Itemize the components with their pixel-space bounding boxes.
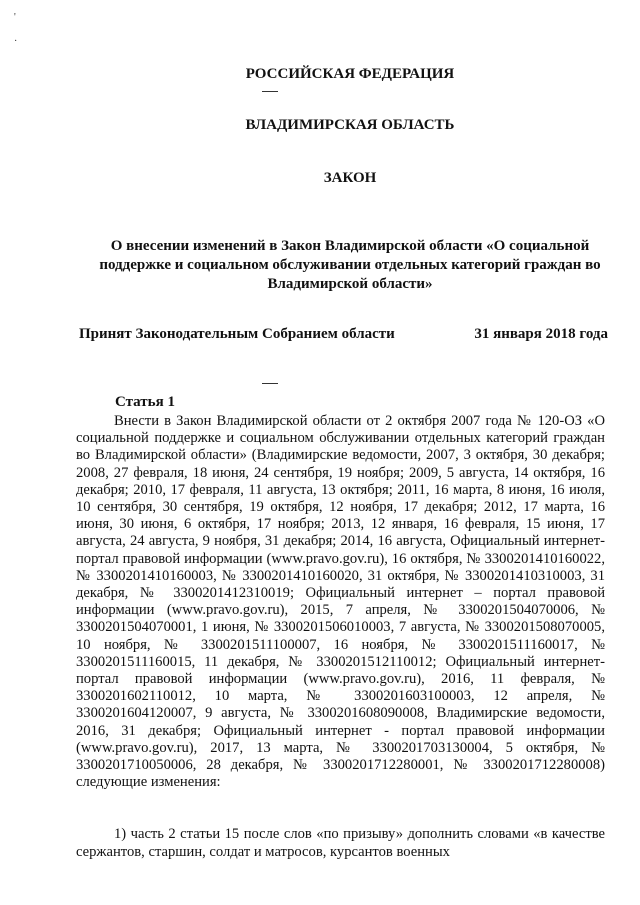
scan-mark: ·: [14, 36, 18, 47]
header-country: РОССИЙСКАЯ ФЕДЕРАЦИЯ: [245, 66, 455, 82]
law-title: О внесении изменений в Закон Владимирской области «О социальной поддержке и социальном обслуживании отдельных категорий граждан во Владимирской области»: [99, 238, 601, 292]
adopted-label: Принят Законодательным Собранием области: [79, 326, 395, 342]
separator-dash: [262, 383, 278, 384]
article-item-1: 1) часть 2 статьи 15 после слов «по призыву» дополнить словами «в качестве сержантов, старшин, солдат и матросов, курсантов военных: [76, 826, 605, 860]
article-heading: Статья 1: [115, 394, 175, 410]
article-body: Внести в Закон Владимирской области от 2 октября 2007 года № 120-ОЗ «О социальной поддержке и социальном обслуживании отдельных категорий граждан во Владимирской области» (Владимирские ведомости, 2007, 3 октября, 30 декабря; 2008, 27 февраля, 18 июня, 24 сентября, 19 ноября; 2009, 5 августа, 14 октября, 16 декабря; 2010, 17 февраля, 11 августа, 13 октября; 2011, 16 марта, 8 июня, 16 июля, 10 сентября, 30 сентября, 19 октября, 12 ноября, 17 декабря; 2012, 17 марта, 16 июня, 30 июня, 6 октября, 17 ноября; 2013, 12 января, 16 февраля, 15 июня, 17 августа, 24 августа, 9 ноября, 31 декабря; 2014, 16 августа, Официальный интернет-портал правовой информации (www.pravo.gov.ru), 16 октября, № 3300201410160022, № 3300201410160003, № 3300201410160020, 31 октября, № 3300201410310003, 31 декабря, № 3300201412310019; Официальный интернет – портал правовой информации (www.pravo.gov.ru), 2015, 7 апреля, № 3300201504070006, № 3300201504070001, 1 июня, № 3300201506010003, 7 августа, № 3300201508070005, 10 ноября, № 3300201511100007, 16 ноября, № 3300201511160017, № 3300201511160015, 11 декабря, № 3300201512110012; Официальный интернет-портал правовой информации (www.pravo.gov.ru), 2016, 11 февраля, № 3300201602110012, 10 марта, № 3300201603100003, 12 апреля, № 3300201604120007, 9 августа, № 3300201608090008, Владимирские ведомости, 2016, 31 декабря; Официальный интернет - портал правовой информации (www.pravo.gov.ru), 2017, 13 марта, № 3300201703130004, 5 октября, № 3300201710050006, 28 декабря, № 3300201712280001, № 3300201712280008) следующие изменения:: [76, 413, 605, 791]
header-region: ВЛАДИМИРСКАЯ ОБЛАСТЬ: [245, 117, 455, 133]
adopted-date: 31 января 2018 года: [474, 326, 608, 342]
scan-mark: ': [14, 12, 16, 23]
doc-type: ЗАКОН: [323, 170, 377, 186]
separator-dash: [262, 91, 278, 92]
